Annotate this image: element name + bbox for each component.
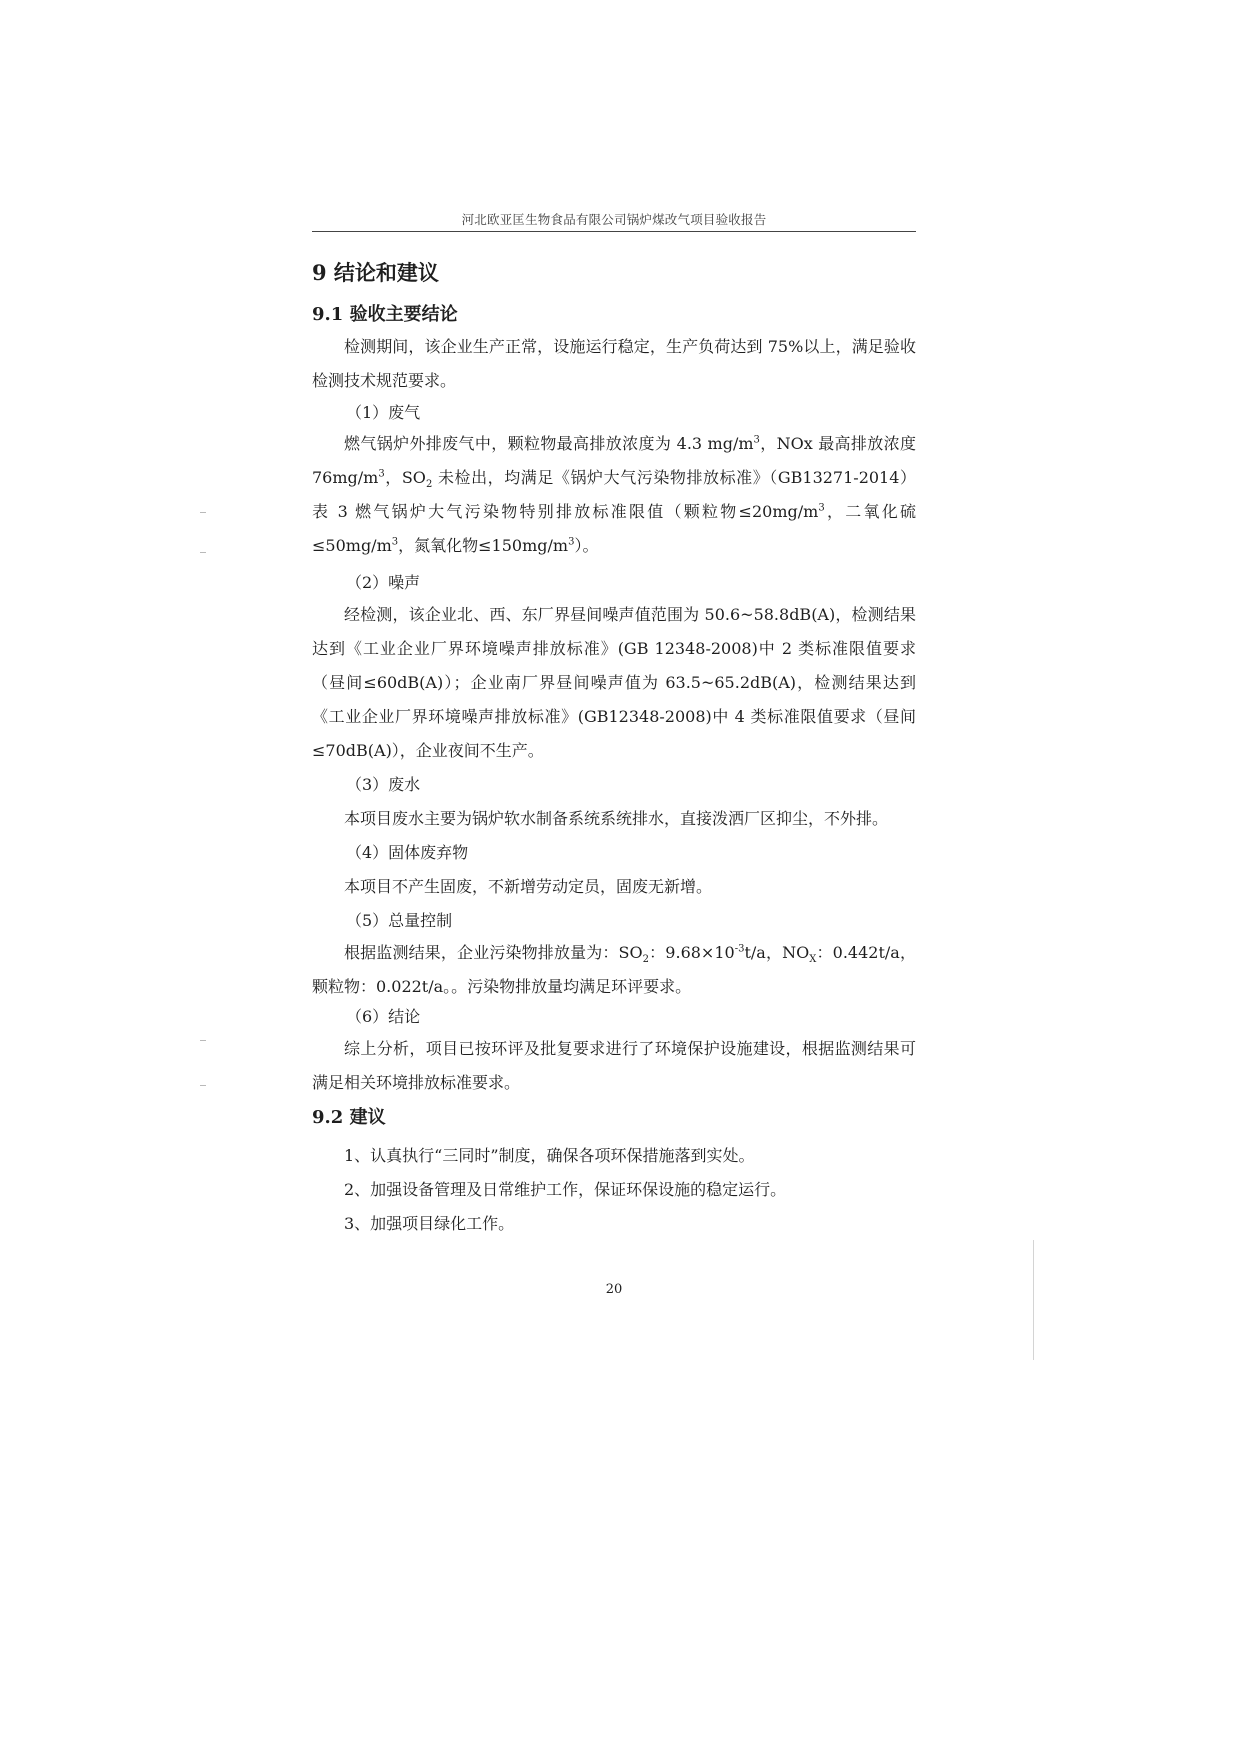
conclusion-paragraph: 综上分析，项目已按环评及批复要求进行了环境保护设施建设，根据监测结果可满足相关环境排放标准要求。 [312,1039,916,1092]
scan-mark [200,512,206,513]
noise-paragraph: 经检测，该企业北、西、东厂界昼间噪声值范围为 50.6~58.8dB(A)，检测结果达到《工业企业厂界环境噪声排放标准》(GB 12348-2008)中 2 类标准限值要求（昼间≤60dB(A)）；企业南厂界昼间噪声值为 63.5~65.2dB(A)，检测结果达到《工业企业厂界环境噪声排放标准》(GB12348-2008)中 4 类标准限值要求（昼间≤70dB(A)），企业夜间不生产。 [312,605,916,760]
section-9-2-title: 9.2 建议 [312,1107,386,1128]
waste-gas-paragraph: 燃气锅炉外排废气中，颗粒物最高排放浓度为 4.3 $mg/m^3$，NOx 最高排放浓度 $76mg/m^3$，$SO_2$ 未检出，均满足《锅炉大气污染物排放标准》（GB13271-2014）表 3 燃气锅炉大气污染物特别排放标准限值（颗粒物$\le 20mg/m^3$，二氧化硫$\le 50mg/m^3$，氮氧化物$\le 150mg/m^3$）。 [312,434,916,555]
section-9-1-title: 9.1 验收主要结论 [312,304,458,325]
header-rule [312,231,916,232]
scan-edge-line [1033,1240,1034,1360]
scan-mark [200,1040,206,1041]
waste-gas-heading: （1）废气 [346,403,421,422]
waste-water-heading: （3）废水 [346,775,421,794]
scan-mark [200,552,206,553]
noise-heading: （2）噪声 [346,573,421,592]
running-header: 河北欧亚匡生物食品有限公司锅炉煤改气项目验收报告 [461,212,767,227]
suggestion-item: 3、加强项目绿化工作。 [344,1214,515,1233]
waste-water-paragraph: 本项目废水主要为锅炉软水制备系统系统排水，直接泼洒厂区抑尘，不外排。 [344,809,889,828]
conclusion-heading: （6）结论 [346,1007,421,1026]
solid-waste-paragraph: 本项目不产生固废，不新增劳动定员，固废无新增。 [344,877,713,896]
total-control-heading: （5）总量控制 [346,911,453,930]
total-control-paragraph: 根据监测结果，企业污染物排放量为：$SO_2$：$9.68\times 10^{-3}t/a$，$NO_X$：0.442t/a，颗粒物：0.022t/a。。污染物排放量均满足环评要求。 [312,943,916,996]
scan-mark [200,1085,206,1086]
suggestion-item: 2、加强设备管理及日常维护工作，保证环保设施的稳定运行。 [344,1180,787,1199]
intro-paragraph: 检测期间，该企业生产正常，设施运行稳定，生产负荷达到 75%以上，满足验收检测技术规范要求。 [312,337,916,390]
solid-waste-heading: （4）固体废弃物 [346,843,469,862]
chapter-title: 9 结论和建议 [312,260,439,285]
suggestion-item: 1、认真执行“三同时”制度，确保各项环保措施落到实处。 [344,1146,755,1165]
page-number: 20 [605,1282,623,1297]
